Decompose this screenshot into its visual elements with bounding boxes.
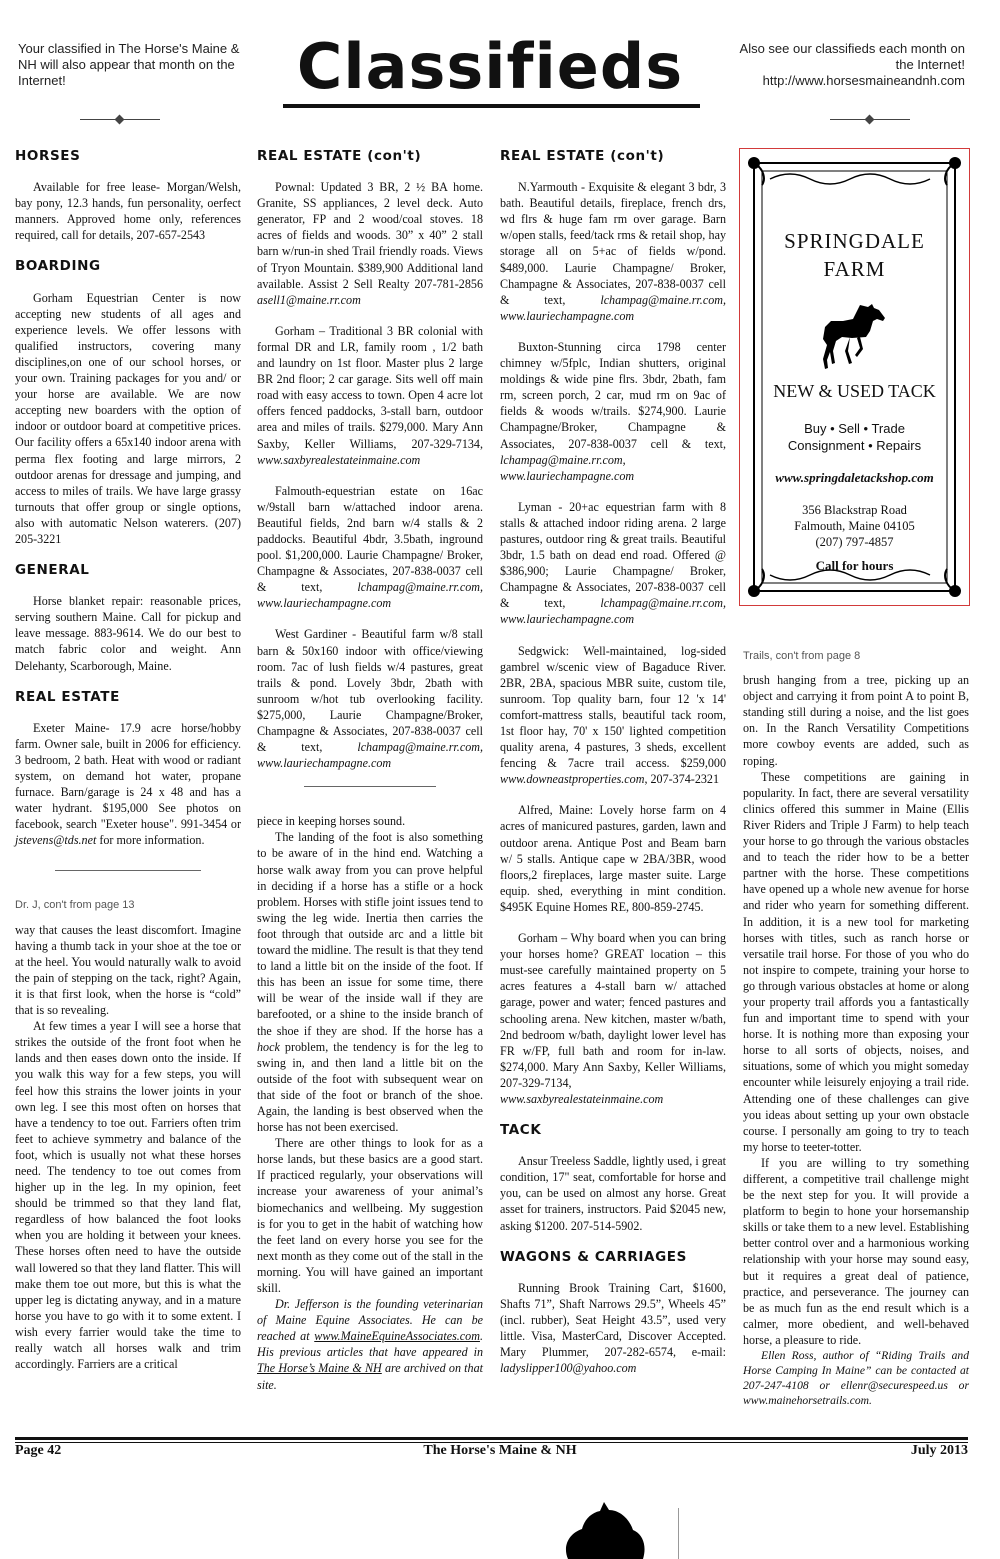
wagon-text: Running Brook Training Cart, $1600, Shafts 71”, Shaft Narrows 29.5”, Wheels 45” (incl. rubber), Seat Height 43.5”, used very little. Visa, MasterCard, Discover Accepted. Mary Plummer, 207-282-6574, e-mail: xyxy=(500,1280,726,1360)
section-heading-horses: HORSES xyxy=(15,148,81,164)
west-gardiner-text: West Gardiner - Beautiful farm w/8 stall barn & 50x160 indoor with office/viewing room. 7ac of lush fields w/4 pastures, great trails & pond. Lovely 3bdr, 2bath with sunroom w/hot tub overlooking facility. $275,000, Laurie Champagne/Broker, Champagne & Associates, 207-838-0037 cell & text, xyxy=(257,627,483,755)
ad-services-line-2: Consignment • Repairs xyxy=(787,438,922,453)
ad-services-line-1: Buy • Sell • Trade xyxy=(804,421,905,436)
gorham-website[interactable]: www.saxbyrealestateinmaine.com xyxy=(257,452,421,467)
gorham2-website[interactable]: www.saxbyrealestateinmaine.com xyxy=(500,1091,664,1106)
exeter-email[interactable]: jstevens@tds.net xyxy=(15,833,97,848)
ad-subtitle: NEW & USED TACK xyxy=(773,381,936,401)
buxton-text: Buxton-Stunning circa 1798 center chimney w/5fplc, Indian shutters, original moldings & wide pine flrs. 3bdr, 2bath, fam rm, screen porch, 2 car, mud rm on 9ac of fields & woods w/trails. $274,900. Laurie Champagne/Broker, Champagne & Associates, 207-838-0037 cell & text, xyxy=(500,339,726,451)
nyarmouth-text: N.Yarmouth - Exquisite & elegant 3 bdr, 3 bath. Beautiful details, fireplace, french drs, wd flrs & huge fam rm over garage. Barn w/open stalls, feed/tack rms & retail shop, hay storage all on 5+ac of fields w/pond. $489,000. Laurie Champagne/ Broker, Champagne & Associates, 207-838-0037 cell & text, xyxy=(500,180,726,307)
article-drj-paragraph-4: There are other things to look for as a horse lands, but these basics are a good start. If practiced regularly, your observations will increase your awareness of your animal’s biomechanics and wellbeing. My suggestion is for you to get in the habit of watching how the feet land on every horse you see for the next month as they come out of the stall in the morning. You will have gained an important skill. xyxy=(257,1136,483,1295)
bio-website-link[interactable]: www.MaineEquineAssociates.com xyxy=(314,1329,480,1344)
classified-tack-ad: Ansur Treeless Saddle, lightly used, i great condition, 17" seat, comfortable for horse and you, can be used on almost any horse. Great asset for trainers, instructors. Paid $2045 new, asking $1200. 207-514-5902. xyxy=(500,1154,726,1233)
classified-lyman-ad xyxy=(500,499,726,628)
falmouth-text: Falmouth-equestrian estate on 16ac w/9stall barn w/attached indoor arena. Beautiful fields, 2nd barn w/4 stalls & 2 paddocks. Beautiful 4bdr, 3.5bath, inground pool. $1,200,000. Laurie Champagne/ Broker, Champagne & Associates, 207-838-0037 cell & text, xyxy=(257,483,483,595)
classified-sedgwick-ad xyxy=(500,643,726,788)
continued-label-drj: Dr. J, con't from page 13 xyxy=(15,899,135,912)
left-ornament-diamond xyxy=(115,115,125,125)
ad-phone: (207) 797-4857 xyxy=(815,535,894,549)
column-4 xyxy=(743,648,969,1408)
article-drj-paragraph-3-start: piece in keeping horses sound. xyxy=(257,814,406,829)
horse-silhouette-icon xyxy=(820,303,890,375)
exeter-tail: for more information. xyxy=(99,833,205,848)
classified-falmouth-ad xyxy=(257,483,483,612)
classified-nyarmouth-ad xyxy=(500,179,726,324)
classified-gorham-ad xyxy=(257,323,483,468)
sedgwick-text: Sedgwick: Well-maintained, log-sided gambrel w/scenic view of Bagaduce River. 2BR, 2BA, spacious MBR suite, custom tile, sunroom. Top quality barn, four 12 'x 14' comfort-mattress stalls, beautiful tack room, 1st floor hay, 70' x 150' lighted competition quality arena, 4 pastures, 3 sheds, excellent fencing & 7acre trail access. $259,000 xyxy=(500,643,726,771)
ad-website[interactable]: www.springdaletackshop.com xyxy=(775,470,934,485)
exeter-text: Exeter Maine- 17.9 acre horse/hobby farm. Owner sale, built in 2006 for efficiency. 3 bedroom, 2 bath. Heat with wood or radiant system, on demand hot water, propane furnace. Barn/garage is 24 x 48 and has a water hydrant. $195,000 See photos on facebook, search "Exeter house". 991-3454 or xyxy=(15,720,241,832)
ad-address-line-2: Falmouth, Maine 04105 xyxy=(794,519,915,533)
paragraph-3-emphasis: hock xyxy=(257,1039,280,1054)
author-bio xyxy=(257,1296,483,1393)
article-trails-paragraph-2: These competitions are gaining in popularity. In fact, there are several versatility clinics offered this summer in Maine (Ellis River Riders and Triple J Farm) to help teach your horse to go through the various obstacles and to teach the rider how to be a better partner with the horse. These competitions have opened up a whole new avenue for horse and rider who yearn for something different. In addition, it is a new tool for marketing horses with titles, such as ranch horse or versatile trail horse. For those of you who do not inspire to compete, training your horse to go through various obstacles at home or along your property trail affords you a fantastically fun and important time to spend with your horse. It is nothing more than exposing your horse to all sorts of objects, noises, and situations, some of which you might someday encounter while leisurely enjoying a trail ride. Attending one of these challenges can give you ideas about setting up your own obstacle course. I personally am going to try to teach my horse to teeter-totter. xyxy=(743,769,969,1154)
classified-boarding-ad: Gorham Equestrian Center is now accepting new students of all ages and experience levels. We offer lessons with qualified instructors, covering many disciplines,on one of our school horses, or your own. Training packages for you and/ or your horse are available. We are now accepting new boarders with the option of indoor or outdoor board at competitive prices. Our facility offers a 65x140 indoor arena with perma flex footing and large mirrors, 2 outdoor arenas for dressage and jumping, and access to miles of trails. We have large grassy turnouts that offer group or single options, also with automatic Nelson waterers. (207) 205-3221 xyxy=(15,290,241,546)
pownal-text: Pownal: Updated 3 BR, 2 ½ BA home. Granite, SS appliances, 2 level deck. Auto generator, FP and 2 wood/coal stoves. 18 acres of fields and woods. 30” x 40” 2 stall barn w/run-in shed Trail friendly roads. Views of Tryon Mountain. $389,900 Additional land available. Assist 2 Sell Realty 207-781-2856 xyxy=(257,180,483,291)
classified-general-ad: Horse blanket repair: reasonable prices, serving southern Maine. Call for pickup and leave message. 883-9614. We do our best to match fabric color and weight. Ann Delehanty, Scarborough, Maine. xyxy=(15,594,241,673)
page-title: Classifieds xyxy=(296,30,684,103)
classified-gorham2-ad xyxy=(500,930,726,1107)
ad-call-to-action: Call for hours xyxy=(815,558,894,573)
classified-pownal-ad xyxy=(257,179,483,308)
footer-rule-thick xyxy=(15,1437,968,1440)
classified-buxton-ad xyxy=(500,339,726,484)
sedgwick-website[interactable]: www.downeastproperties.com xyxy=(500,772,645,787)
column-1 xyxy=(15,148,241,1372)
continued-label-trails: Trails, con't from page 8 xyxy=(743,650,861,662)
left-header-note: Your classified in The Horse's Maine & NH will also appear that month on the Internet! xyxy=(18,41,240,88)
section-heading-real-estate-cont: REAL ESTATE (con't) xyxy=(257,148,422,164)
gorham2-text: Gorham – Why board when you can bring your horses home? GREAT location – this must-see carefully maintained property on 5 acres features a 4-stall barn w/ attached garage, power and water; fenced pastures and schooling arena. New kitchen, master w/bath, 2nd bedroom w/bath, daylight lower level has FR w/FP, full bath and room for in-law. $274,000. Mary Ann Saxby, Keller Williams, 207-329-7134, xyxy=(500,931,726,1090)
column-2 xyxy=(257,148,483,1393)
article-drj-paragraph-3 xyxy=(257,829,483,1135)
classified-alfred-ad: Alfred, Maine: Lovely horse farm on 4 acres of manicured pastures, garden, lawn and outdoor arena. Antique Post and Beam barn w/ 5 stalls. Antique cape w 2BA/3BR, wood floors,2 fireplaces, large master suite. Large equip. shed, everything in mint condition. $495K Equine Homes RE, 800-859-2745. xyxy=(500,803,726,914)
article-trails-paragraph-1: brush hanging from a tree, picking up an object and carrying it from point A to point B, standing still during a noise, and the list goes on. In the Ranch Versatility Competitions more cowboy events are added, such as roping. xyxy=(743,673,969,768)
nyarmouth-website[interactable]: lchampag@maine.rr.com, www.lauriechampagne.com xyxy=(500,292,726,323)
masthead-rule xyxy=(283,104,700,108)
ad-farm-name-line-1: SPRINGDALE xyxy=(784,229,925,253)
author-signature: Ellen Ross, author of “Riding Trails and Horse Camping In Maine” can be contacted at 207-247-4108 or ellenr@securespeed.us or www.mainehorsetrails.com. xyxy=(743,1349,969,1408)
classified-west-gardiner-ad xyxy=(257,626,483,771)
section-heading-real-estate: REAL ESTATE xyxy=(15,688,120,705)
springdale-farm-ad[interactable] xyxy=(739,148,970,606)
paragraph-3-text: The landing of the foot is also something to be aware of in the hind end. Watching a horse walk away from you can prove helpful in deciding if a horse has a stifle or a hock problem. Horses with stifle joint issues tend to swing the leg wide. Inertia then carries the foot through that outside arc and a little bit toward the midline. The result is that they tend to land a little bit on the inside of the foot. If this has been an issue for some time, there will be wear of the inside wall if they are barefooted, or a shine to the inside branch of the shoe if they are shod. If the horse has a xyxy=(257,830,483,1038)
article-drj-paragraph-2: At few times a year I will see a horse that strikes the outside of the front foot when he lands and then eases down onto the inside. If you walk this way for a few steps, you will feel how this strains the lower joints in your own leg. I see this most often on horses that have a tendency to toe out. Farriers often trim feet to achieve symmetry and balance of the foot, which is usually not what these horses need. The tendency to toe out comes from higher up in the leg. In my opinion, feet should be trimmed so that they land flat, regardless of how balanced the foot looks when you are holding it between your knees. These horses often need to have the outside wall lowered so that they land flatter. This will make them toe out more, but this is what the upper leg is dictating anyway, and in a mature horse you have to go with it to some extent. I wish every farrier would take the time to really watch all horses walk and trim accordingly. Farriers are a critical xyxy=(15,1019,241,1372)
west-gardiner-website[interactable]: lchampag@maine.rr.com, www.lauriechampagne.com xyxy=(257,740,483,771)
section-divider xyxy=(304,786,436,787)
bio-text-b: . His previous articles that have appeared in xyxy=(257,1329,483,1360)
bio-text-a: Dr. Jefferson is the founding veterinarian of Maine Equine Associates. He can be reached at xyxy=(257,1297,483,1344)
bottom-divider xyxy=(678,1508,679,1559)
article-trails-paragraph-3: If you are willing to try something different, a competitive trail challenge might be the next step for you. It will provide a platform to begin to hone your horsemanship skills or take them to a new level. Establishing better control over and a harmonious working relationship with your horse may sound easy, but it requires a great deal of patience, practice, and perseverance. The journey can be as much fun as the end result which is a calmer, more obedient, and well-behaved horse, a pleasure to ride. xyxy=(743,1155,969,1347)
page-number: Page 42 xyxy=(15,1443,62,1458)
section-heading-boarding: BOARDING xyxy=(15,258,101,275)
lyman-text: Lyman - 20+ac equestrian farm with 8 stalls & attached indoor riding arena. 2 large pastures, outdoor ring & great trails. Beautiful 3bdr, 1.5 bath on dead end road. Offered @ $386,900; Laurie Champagne/ Broker, Champagne & Associates, 207-838-0037 cell & text, xyxy=(500,499,726,611)
classified-wagon-ad xyxy=(500,1280,726,1377)
issue-date: July 2013 xyxy=(910,1443,968,1458)
ad-address-line-1: 356 Blackstrap Road xyxy=(802,503,907,517)
right-ornament-diamond xyxy=(865,115,875,125)
section-divider xyxy=(55,870,201,871)
bio-publication: The Horse’s Maine & NH xyxy=(257,1361,382,1376)
section-heading-tack: TACK xyxy=(500,1122,542,1139)
lyman-website[interactable]: lchampag@maine.rr.com, www.lauriechampagne.com xyxy=(500,596,726,627)
buxton-website[interactable]: lchampag@maine.rr.com, www.lauriechampagne.com xyxy=(500,452,635,483)
paragraph-3-tail: problem, the tendency is for the leg to swing in, and then land a little bit on the outside of the foot with subsequent wear on that side of the foot or branch of the shoe. Again, the landing is best observed when the horse has not been exercised. xyxy=(257,1039,483,1135)
publication-name: The Horse's Maine & NH xyxy=(423,1443,577,1458)
ad-farm-name-line-2: FARM xyxy=(823,257,886,281)
cat-silhouette-icon xyxy=(558,1502,648,1559)
right-header-note: Also see our classifieds each month on the Internet! http://www.horsesmaineandnh.com xyxy=(739,41,965,88)
sedgwick-tail: , 207-374-2321 xyxy=(644,772,720,787)
bio-text-c: are archived on that site. xyxy=(257,1361,483,1392)
falmouth-website[interactable]: lchampag@maine.rr.com, www.lauriechampagne.com xyxy=(257,580,483,611)
gorham-text: Gorham – Traditional 3 BR colonial with formal DR and LR, family room , 1/2 bath and laundry on 1st floor. Master plus 2 large BR 2nd floor; 2 car garage. Sits well off main road with easy access to town. Open 4 acre lot offers fenced paddocks, 3-stall barn, outdoor area and miles of trails. $279,000. Mary Ann Saxby, Keller Williams, 207-329-7134, xyxy=(257,323,483,451)
classified-horses-ad: Available for free lease- Morgan/Welsh, bay pony, 12.3 hands, fun personality, oerfect manners. Approved home only, references required, call for details, 207-657-2543 xyxy=(15,180,241,243)
pownal-email[interactable]: asell1@maine.rr.com xyxy=(257,292,361,307)
section-heading-real-estate-cont: REAL ESTATE (con't) xyxy=(500,148,665,164)
section-heading-general: GENERAL xyxy=(15,562,90,579)
article-drj-paragraph-1: way that causes the least discomfort. Imagine having a thumb tack in your shoe at the toe or at the heel. You would naturally walk to avoid the pain of stepping on the tack, right? Again, it is that first look, when the horse is “cold” that is so revealing. xyxy=(15,922,241,1018)
classified-exeter-ad xyxy=(15,720,241,849)
column-3 xyxy=(500,148,726,1391)
section-heading-wagons: WAGONS & CARRIAGES xyxy=(500,1248,687,1265)
wagon-email[interactable]: ladyslipper100@yahoo.com xyxy=(500,1361,637,1376)
